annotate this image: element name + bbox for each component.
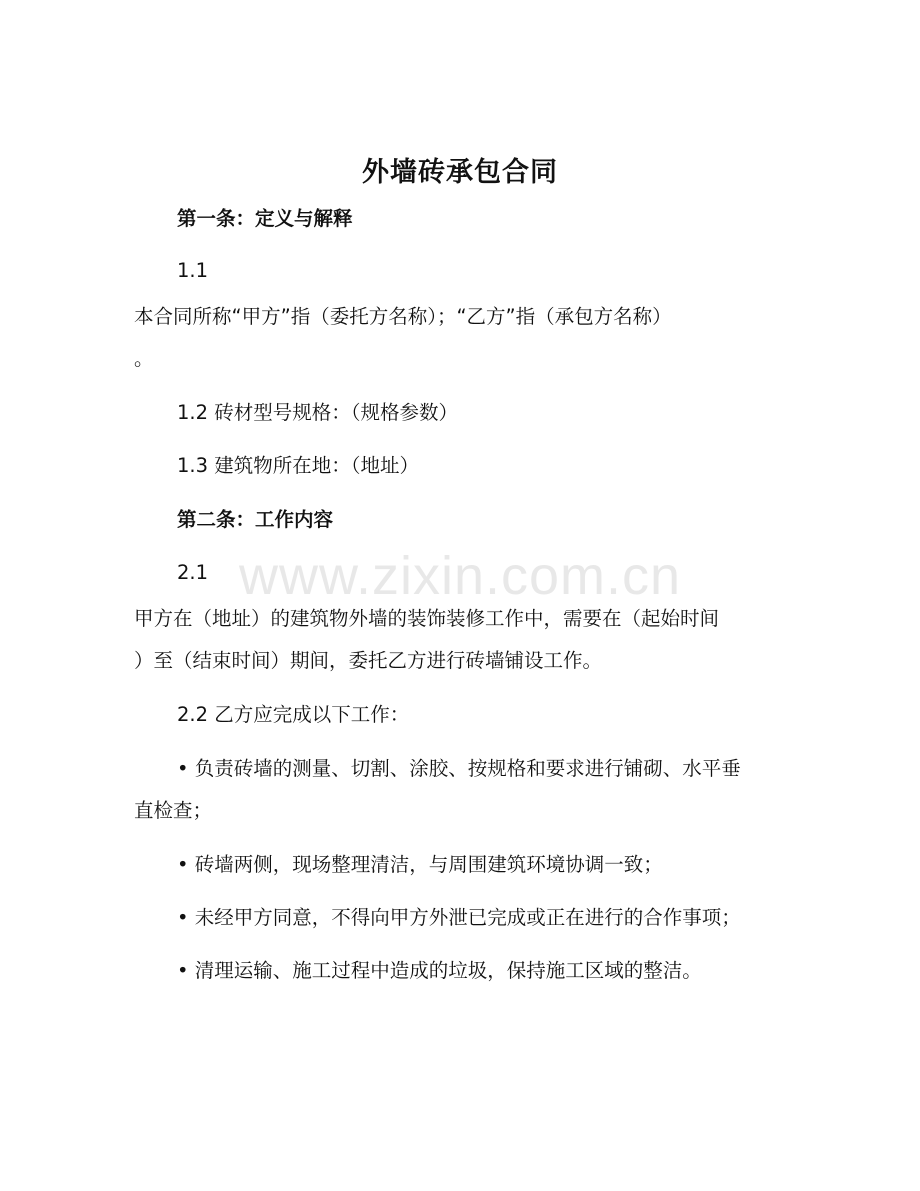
clause-2-1-text: 甲方在（地址）的建筑物外墙的装饰装修工作中，需要在（起始时间 [134, 607, 720, 630]
document-title: 外墙砖承包合同 [362, 157, 558, 188]
list-item: • 清理运输、施工过程中造成的垃圾，保持施工区域的整洁。 [177, 959, 702, 982]
clause-1-2: 1.2 砖材型号规格：（规格参数） [177, 401, 458, 424]
section-2-heading: 第二条：工作内容 [177, 508, 334, 531]
list-item: • 未经甲方同意，不得向甲方外泄已完成或正在进行的合作事项； [177, 906, 741, 929]
clause-2-2: 2.2 乙方应完成以下工作： [177, 703, 410, 726]
clause-1-3: 1.3 建筑物所在地：（地址） [177, 454, 419, 477]
section-1-heading: 第一条：定义与解释 [177, 207, 353, 230]
list-item: • 负责砖墙的测量、切割、涂胶、按规格和要求进行铺砌、水平垂 [177, 757, 741, 780]
list-item: • 砖墙两侧，现场整理清洁，与周围建筑环境协调一致； [177, 853, 663, 876]
list-item-continued: 直检查； [134, 799, 213, 822]
clause-2-1-text-end: ）至（结束时间）期间，委托乙方进行砖墙铺设工作。 [134, 649, 603, 672]
clause-1-1-text-end: 。 [134, 347, 154, 370]
clause-1-1-text: 本合同所称“甲方”指（委托方名称）；“乙方”指（承包方名称） [134, 305, 672, 328]
watermark: www.zixin.com.cn [238, 546, 682, 606]
clause-1-1-number: 1.1 [177, 259, 209, 282]
clause-2-1-number: 2.1 [177, 561, 209, 584]
